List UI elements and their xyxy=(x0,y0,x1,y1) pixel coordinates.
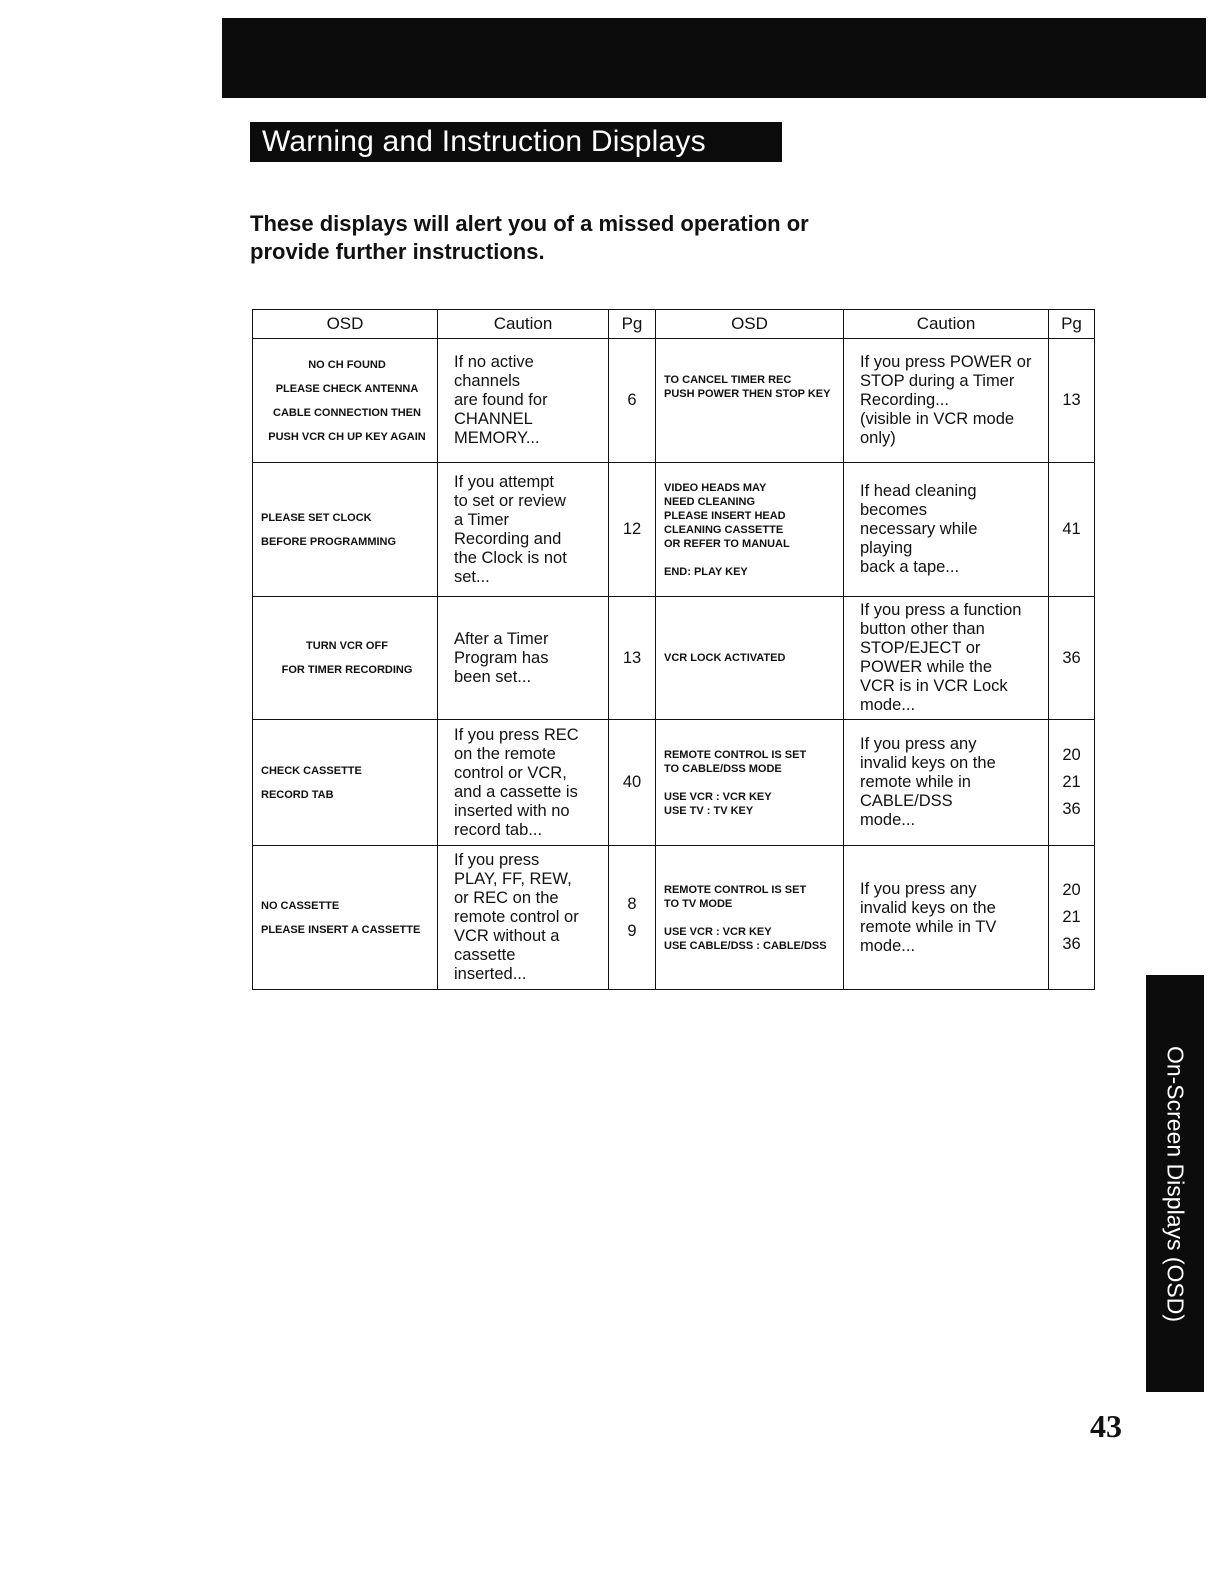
section-tab-label: On-Screen Displays (OSD) xyxy=(1162,1045,1189,1323)
caution-text: If you press POWER or STOP during a Timer Recording... (visible in VCR mode only) xyxy=(844,339,1049,463)
page-ref: 13 xyxy=(609,597,656,720)
caution-text: After a Timer Program has been set... xyxy=(438,597,609,720)
header-caution: Caution xyxy=(844,310,1049,339)
header-osd: OSD xyxy=(253,310,438,339)
osd-message: VCR LOCK ACTIVATED xyxy=(656,597,844,720)
table-row xyxy=(253,339,1095,463)
page-ref: 41 xyxy=(1049,463,1095,597)
page-ref: 12 xyxy=(609,463,656,597)
section-tab xyxy=(1146,975,1204,1392)
table-row xyxy=(253,720,1095,846)
osd-table xyxy=(252,309,1095,990)
osd-message: CHECK CASSETTE RECORD TAB xyxy=(253,720,438,846)
osd-message: REMOTE CONTROL IS SET TO TV MODE USE VCR : VCR KEY USE CABLE/DSS : CABLE/DSS xyxy=(656,846,844,990)
caution-text: If you press any invalid keys on the remote while in TV mode... xyxy=(844,846,1049,990)
osd-message: NO CH FOUND PLEASE CHECK ANTENNA CABLE CONNECTION THEN PUSH VCR CH UP KEY AGAIN xyxy=(253,339,438,463)
page-ref: 6 xyxy=(609,339,656,463)
caution-text: If you attempt to set or review a Timer Recording and the Clock is not set... xyxy=(438,463,609,597)
osd-message: NO CASSETTE PLEASE INSERT A CASSETTE xyxy=(253,846,438,990)
header-pg: Pg xyxy=(609,310,656,339)
page-number: 43 xyxy=(1090,1408,1122,1444)
intro-text: These displays will alert you of a missed operation or provide further instructions. xyxy=(250,211,809,264)
osd-message: PLEASE SET CLOCK BEFORE PROGRAMMING xyxy=(253,463,438,597)
caution-text: If you press any invalid keys on the remote while in CABLE/DSS mode... xyxy=(844,720,1049,846)
osd-message: VIDEO HEADS MAY NEED CLEANING PLEASE INSERT HEAD CLEANING CASSETTE OR REFER TO MANUAL END: PLAY KEY xyxy=(656,463,844,597)
caution-text: If head cleaning becomes necessary while playing back a tape... xyxy=(844,463,1049,597)
table-header-row xyxy=(253,310,1095,339)
header-osd: OSD xyxy=(656,310,844,339)
table-row xyxy=(253,846,1095,990)
osd-message: TO CANCEL TIMER REC PUSH POWER THEN STOP KEY xyxy=(656,339,844,463)
page-ref: 8 9 xyxy=(609,846,656,990)
osd-message: TURN VCR OFF FOR TIMER RECORDING xyxy=(253,597,438,720)
table-row xyxy=(253,463,1095,597)
caution-text: If no active channels are found for CHANNEL MEMORY... xyxy=(438,339,609,463)
page-title: Warning and Instruction Displays xyxy=(250,122,782,162)
header-pg: Pg xyxy=(1049,310,1095,339)
table-row xyxy=(253,597,1095,720)
page-ref: 36 xyxy=(1049,597,1095,720)
caution-text: If you press REC on the remote control or VCR, and a cassette is inserted with no record tab... xyxy=(438,720,609,846)
page-ref: 20 21 36 xyxy=(1049,720,1095,846)
page-ref: 13 xyxy=(1049,339,1095,463)
osd-message: REMOTE CONTROL IS SET TO CABLE/DSS MODE USE VCR : VCR KEY USE TV : TV KEY xyxy=(656,720,844,846)
page-ref: 20 21 36 xyxy=(1049,846,1095,990)
page-ref: 40 xyxy=(609,720,656,846)
caution-text: If you press PLAY, FF, REW, or REC on the remote control or VCR without a cassette inserted... xyxy=(438,846,609,990)
header-caution: Caution xyxy=(438,310,609,339)
header-bar xyxy=(222,18,1206,98)
caution-text: If you press a function button other than STOP/EJECT or POWER while the VCR is in VCR Lock mode... xyxy=(844,597,1049,720)
